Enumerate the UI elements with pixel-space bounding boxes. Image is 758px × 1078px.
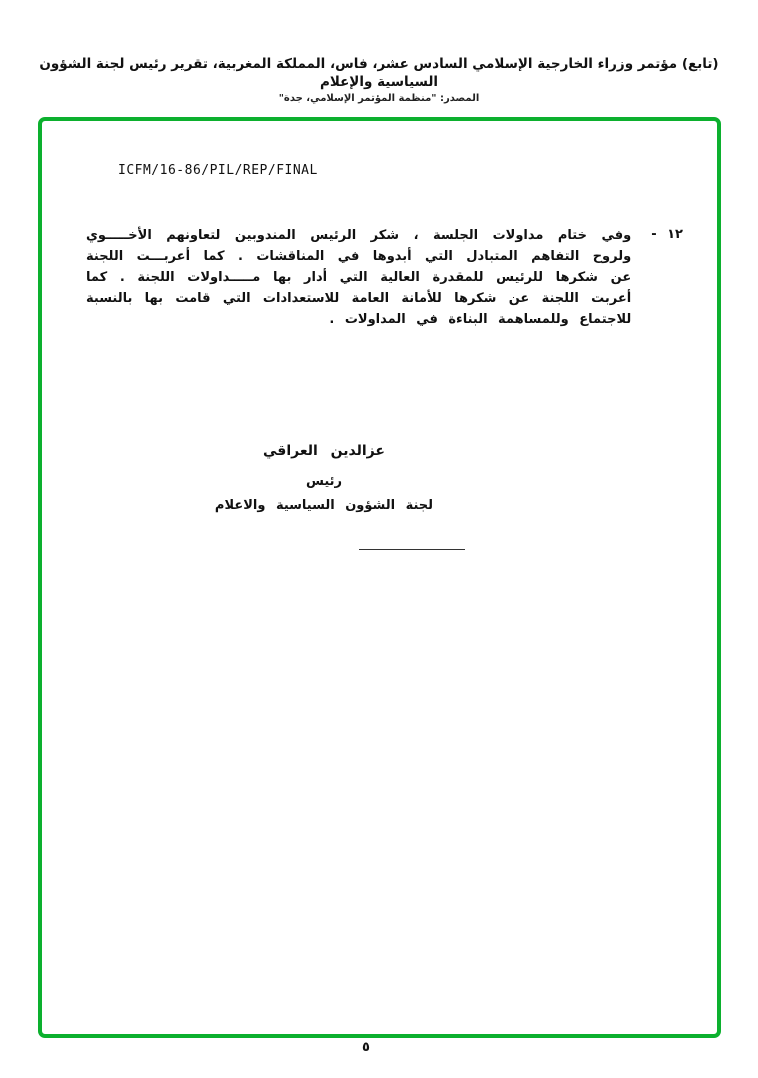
paragraph-text: وفي ختام مداولات الجلسة ، شكر الرئيس المندوبين لتعاونهم الأخـــــوي ولروح التفاهم المتبادل التي أبدوها في المناقشات . كما أعربـــت اللجنة عن شكرها للرئيس للمقدرة العالية التي أدار بها مـــــداولات اللجنة . كما أعربت اللجنة عن شكرها للأمانة العامة للاستعدادات التي قامت بها بالنسبة للاجتماع وللمساهمة البناءة في المداولات . xyxy=(86,228,632,327)
signature-underline xyxy=(359,549,465,550)
signature-name: عزالدين العراقي xyxy=(263,443,385,459)
signature-committee: لجنة الشؤون السياسية والاعلام xyxy=(214,498,434,513)
paragraph-number: ١٢ - xyxy=(651,227,683,242)
paragraph-12 xyxy=(86,225,683,330)
scanned-document-frame xyxy=(38,117,721,1038)
document-header-title: (تابع) مؤتمر وزراء الخارجية الإسلامي السادس عشر، فاس، المملكة المغربية، تقرير رئيس لجنة الشؤون السياسية والإعلام xyxy=(39,56,719,90)
reference-code: ICFM/16-86/PIL/REP/FINAL xyxy=(118,163,318,178)
document-source-line: المصدر: "منظمة المؤتمر الإسلامي، جدة" xyxy=(278,93,480,104)
signature-title: رئيس xyxy=(305,474,343,489)
page-number: ٥ xyxy=(362,1040,370,1055)
signature-block xyxy=(209,443,439,513)
